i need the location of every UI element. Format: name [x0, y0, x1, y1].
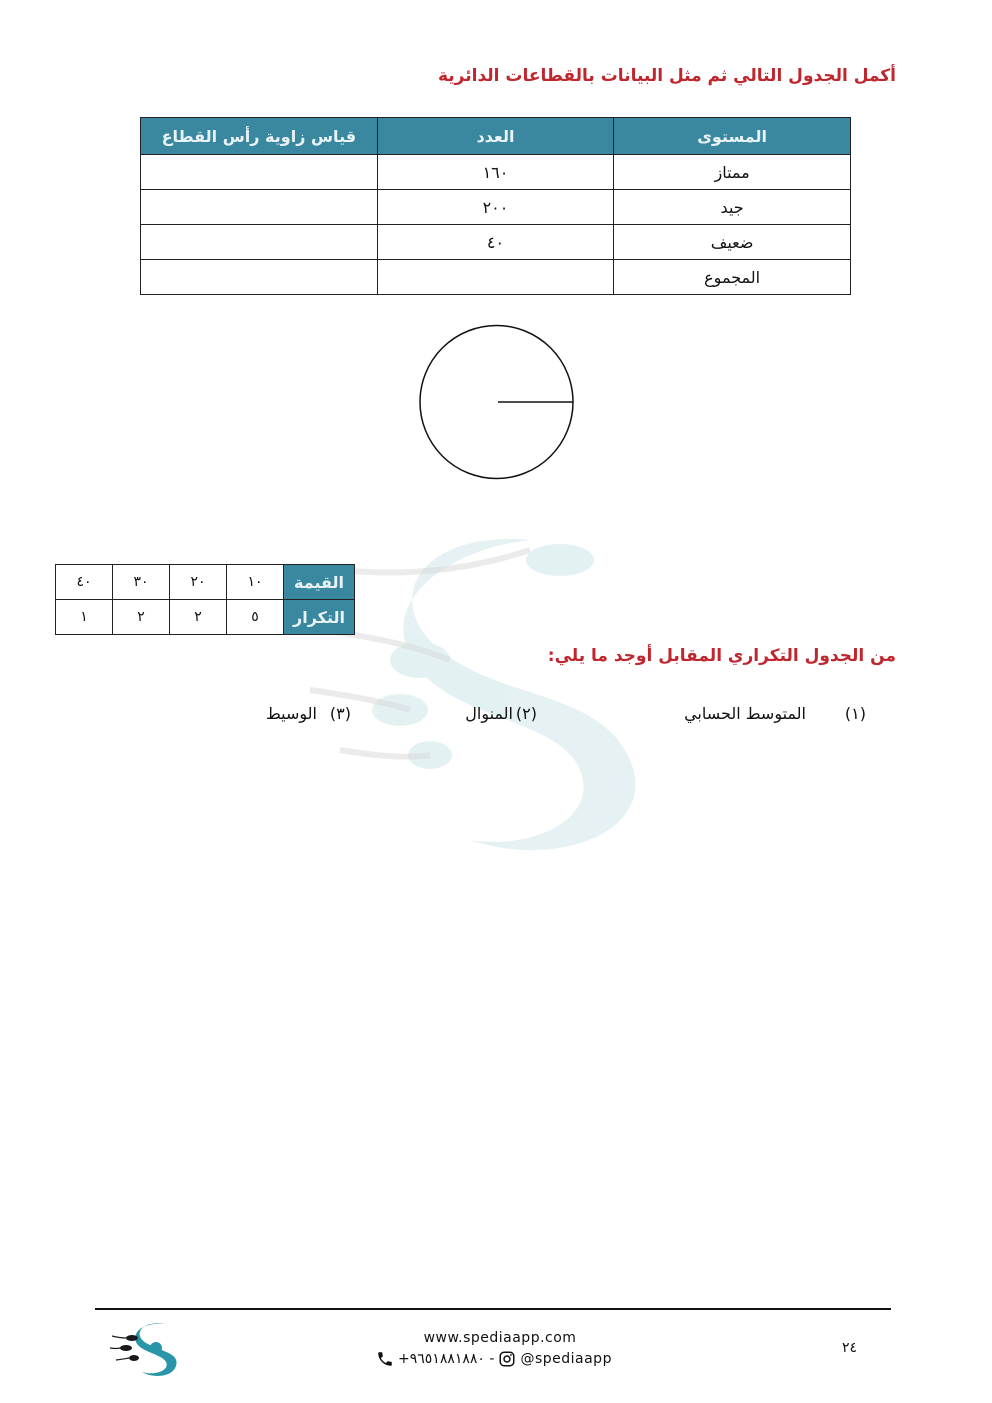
- question-2-number: (٢): [515, 704, 537, 723]
- cell-angle-input[interactable]: [141, 155, 378, 190]
- watermark-logo: [300, 520, 720, 880]
- cell-level: المجموع: [614, 260, 851, 295]
- cell-frequency: ٢: [113, 600, 170, 635]
- question-1-text: المتوسط الحسابي: [684, 704, 806, 723]
- cell-frequency: ٢: [170, 600, 227, 635]
- frequency-table-frequency-row: [56, 600, 355, 635]
- footer-divider: [95, 1308, 891, 1310]
- cell-count: ١٦٠: [377, 155, 614, 190]
- row-header-value: القيمة: [284, 565, 355, 600]
- cell-level: جيد: [614, 190, 851, 225]
- footer-contact: [376, 1350, 612, 1368]
- cell-frequency: ١: [56, 600, 113, 635]
- cell-angle-input[interactable]: [141, 260, 378, 295]
- cell-level: ممتاز: [614, 155, 851, 190]
- col-header-angle: قياس زاوية رأس القطاع: [141, 118, 378, 155]
- phone-icon: [376, 1350, 394, 1368]
- frequency-table: [55, 564, 355, 635]
- pie-circle-drawing-area[interactable]: [418, 322, 576, 482]
- logo-icon: [110, 1318, 195, 1380]
- table-row: [141, 190, 851, 225]
- footer-website[interactable]: www.spediaapp.com: [423, 1330, 577, 1346]
- cell-level: ضعيف: [614, 225, 851, 260]
- page-number: ٢٤: [842, 1340, 858, 1356]
- levels-table-header-row: [141, 118, 851, 155]
- cell-angle-input[interactable]: [141, 190, 378, 225]
- cell-value: ٤٠: [56, 565, 113, 600]
- question-2-text: المنوال: [465, 704, 513, 723]
- cell-angle-input[interactable]: [141, 225, 378, 260]
- footer-phone: +٩٦٥١٨٨١٨٨٠ -: [398, 1351, 495, 1367]
- table-row: [141, 225, 851, 260]
- question-1-number: (١): [844, 704, 866, 723]
- col-header-count: العدد: [377, 118, 614, 155]
- cell-count: ٤٠: [377, 225, 614, 260]
- question-3-text: الوسيط: [265, 704, 317, 723]
- table-row: [141, 260, 851, 295]
- cell-count: ٢٠٠: [377, 190, 614, 225]
- cell-count-input[interactable]: [377, 260, 614, 295]
- cell-frequency: ٥: [227, 600, 284, 635]
- section1-heading: أكمل الجدول التالي ثم مثل البيانات بالقطاعات الدائرية: [437, 66, 896, 86]
- question-3-number: (٣): [329, 704, 351, 723]
- cell-value: ٢٠: [170, 565, 227, 600]
- cell-value: ١٠: [227, 565, 284, 600]
- row-header-frequency: التكرار: [284, 600, 355, 635]
- footer-handle[interactable]: @spediaapp: [520, 1351, 612, 1367]
- cell-value: ٣٠: [113, 565, 170, 600]
- col-header-level: المستوى: [614, 118, 851, 155]
- frequency-table-value-row: [56, 565, 355, 600]
- instagram-icon: [498, 1350, 516, 1368]
- table-row: [141, 155, 851, 190]
- section2-heading: من الجدول التكراري المقابل أوجد ما يلي:: [547, 646, 896, 666]
- levels-table: [140, 117, 851, 295]
